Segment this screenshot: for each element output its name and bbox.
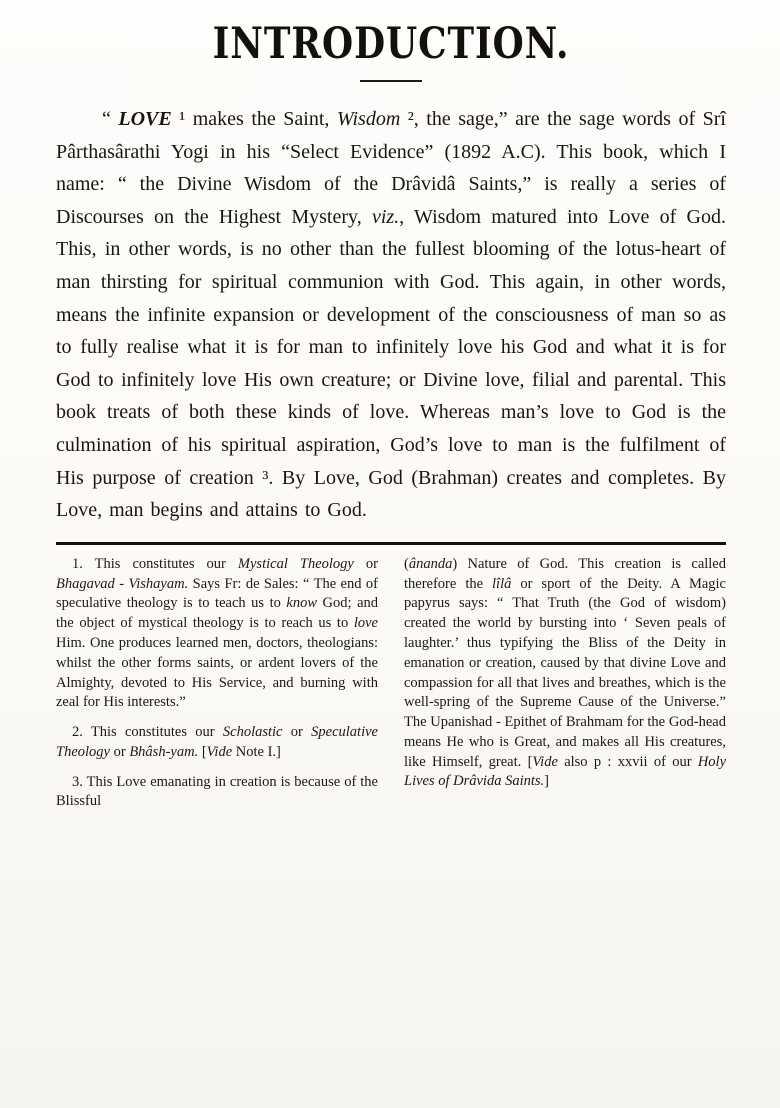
footnote-3-continuation: (ânanda) Nature of God. This creation is called therefore the lîlâ or sport of the Deity. A Magic papyrus says: “ That Truth (the God of wisdom) created the world by bursting into ‘ Seven peals of laughter.’ thus typifying the Bliss of the Deity in emanation or creation, caused by that divine Love and compassion for all that lives and breathes, which is the well-spring of the Supreme Cause of the Universe.” The Upanishad - Epithet of Brahmam for the God-head means He who is Great, and makes all His creatures, like Himself, great. [Vide also p : xxvii of our Holy Lives of Drâvida Saints.] [404,555,727,790]
title-divider [360,80,422,82]
body-paragraph: “ LOVE ¹ makes the Saint, Wisdom ², the sage,” are the sage words of Srî Pârthasârathi Yogi in his “Select Evidence” (1892 A.C). This book, which I name: “ the Divine Wisdom of the Drâvidâ Saints,” is really a series of Discourses on the Highest Mystery, viz., Wisdom matured into Love of God. This, in other words, is no other than the fullest blooming of the lotus-heart of man thirsting for spiritual communion with God. This again, in other words, means the infinite expansion or development of the consciousness of man so as to fully realise what it is for man to infinitely love his God and what it is for God to infinitely love His own creature; or Divine love, filial and parental. This book treats of both these kinds of love. Whereas man’s love to God is the culmination of his spiritual aspiration, God’s love to man is the fulfilment of His purpose of creation ³. By Love, God (Brahman) creates and completes. By Love, man begins and attains to God. [56,108,726,522]
footnote-divider [56,542,726,545]
footnotes-left-column [56,555,378,823]
page-title: INTRODUCTION. [212,16,570,69]
footnotes-section [56,555,726,823]
footnote-2: 2. This constitutes our Scholastic or Speculative Theology or Bhâsh-yam. [Vide Note I.] [56,724,378,760]
footnotes-right-column [404,555,726,823]
footnote-3: 3. This Love emanating in creation is because of the Blissful [56,773,378,810]
footnote-1: 1. This constitutes our Mystical Theology or Bhagavad - Vishayam. Says Fr: de Sales: “ The end of speculative theology is to teach us to know God; and the object of mystical theology is to reach us to love Him. One produces learned men, doctors, theologians: whilst the other forms saints, or ardent lovers of the Almighty, devoted to His Service, and burning with zeal for His interests.” [56,555,378,711]
